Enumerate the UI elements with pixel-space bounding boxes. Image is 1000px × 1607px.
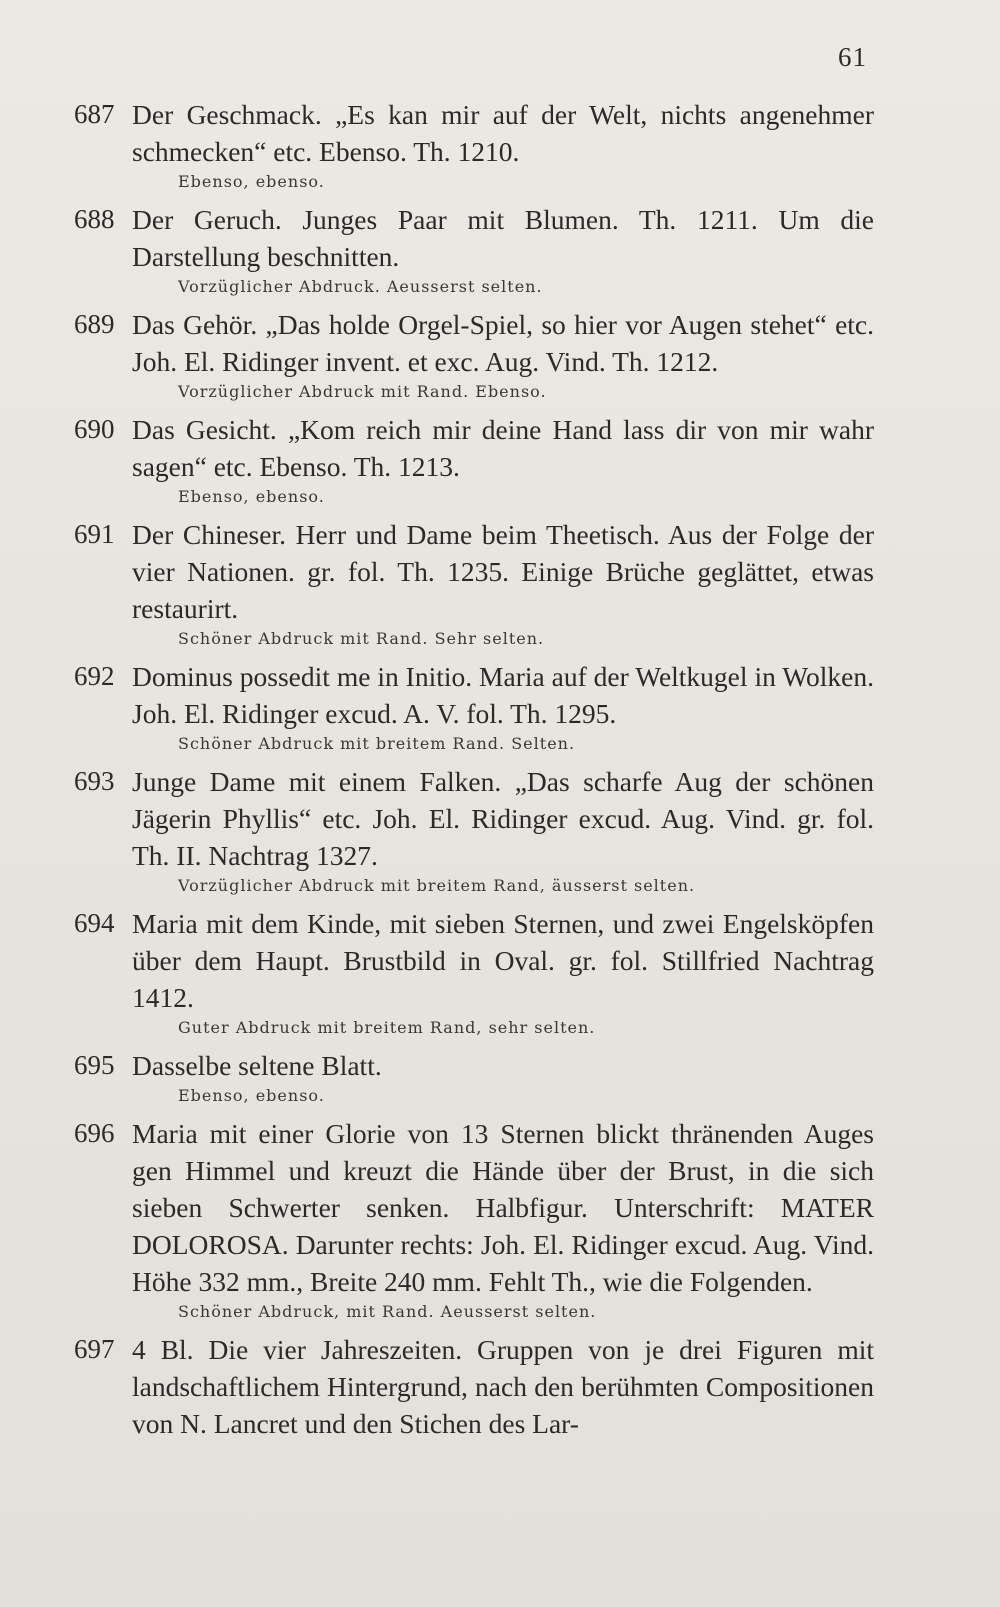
catalog-entry: [74, 1331, 874, 1442]
entry-number: 687: [74, 99, 115, 129]
entry-condition-note: Schöner Abdruck mit Rand. Sehr selten.: [178, 629, 545, 648]
entry-description: Das Gesicht. „Kom reich mir deine Hand lass dir von mir wahr sagen“ etc. Ebenso. Th. 1213.: [132, 414, 874, 482]
catalog-entry: [74, 658, 874, 756]
entry-description: Dasselbe seltene Blatt.: [132, 1050, 382, 1081]
entry-number: 688: [74, 204, 115, 234]
page-number: 61: [838, 42, 867, 72]
catalog-entry: [74, 905, 874, 1040]
catalog-entries: [74, 96, 874, 1449]
catalog-entry: [74, 306, 874, 404]
entry-number: 689: [74, 309, 115, 339]
entry-condition-note: Ebenso, ebenso.: [178, 1086, 325, 1105]
catalog-entry: [74, 1115, 874, 1324]
entry-condition-note: Schöner Abdruck, mit Rand. Aeusserst selten.: [178, 1302, 597, 1321]
entry-number: 696: [74, 1118, 115, 1148]
entry-number: 697: [74, 1334, 115, 1364]
entry-description: Junge Dame mit einem Falken. „Das scharfe Aug der schönen Jägerin Phyllis“ etc. Joh. El. Ridinger excud. Aug. Vind. gr. fol. Th. II. Nachtrag 1327.: [132, 766, 874, 871]
entry-number: 692: [74, 661, 115, 691]
entry-number: 691: [74, 519, 115, 549]
entry-condition-note: Vorzüglicher Abdruck mit Rand. Ebenso.: [178, 382, 547, 401]
catalog-entry: [74, 96, 874, 194]
entry-number: 693: [74, 766, 115, 796]
entry-description: Der Geruch. Junges Paar mit Blumen. Th. 1211. Um die Darstellung beschnitten.: [132, 204, 874, 272]
entry-number: 694: [74, 908, 115, 938]
entry-condition-note: Guter Abdruck mit breitem Rand, sehr selten.: [178, 1018, 596, 1037]
entry-description: Der Geschmack. „Es kan mir auf der Welt, nichts angenehmer schmecken“ etc. Ebenso. Th. 1210.: [132, 99, 874, 167]
entry-description: Maria mit dem Kinde, mit sieben Sternen, und zwei Engelsköpfen über dem Haupt. Brustbild in Oval. gr. fol. Stillfried Nachtrag 1412.: [132, 908, 874, 1013]
entry-description: Maria mit einer Glorie von 13 Sternen blickt thränenden Auges gen Himmel und kreuzt die Hände über der Brust, in die sich sieben Schwerter senken. Halbfigur. Unterschrift: MATER DOLOROSA. Darunter rechts: Joh. El. Ridinger excud. Aug. Vind. Höhe 332 mm., Breite 240 mm. Fehlt Th., wie die Folgenden.: [132, 1118, 874, 1297]
entry-description: Das Gehör. „Das holde Orgel-Spiel, so hier vor Augen stehet“ etc. Joh. El. Ridinger invent. et exc. Aug. Vind. Th. 1212.: [132, 309, 874, 377]
catalog-entry: [74, 516, 874, 651]
entry-condition-note: Schöner Abdruck mit breitem Rand. Selten.: [178, 734, 576, 753]
entry-number: 695: [74, 1050, 115, 1080]
catalog-entry: [74, 201, 874, 299]
entry-condition-note: Vorzüglicher Abdruck. Aeusserst selten.: [178, 277, 543, 296]
catalog-entry: [74, 1047, 874, 1108]
entry-description: Der Chineser. Herr und Dame beim Theetisch. Aus der Folge der vier Nationen. gr. fol. Th. 1235. Einige Brüche geglättet, etwas restaurirt.: [132, 519, 874, 624]
entry-condition-note: Vorzüglicher Abdruck mit breitem Rand, äusserst selten.: [178, 876, 696, 895]
entry-number: 690: [74, 414, 115, 444]
entry-condition-note: Ebenso, ebenso.: [178, 487, 325, 506]
entry-description: 4 Bl. Die vier Jahreszeiten. Gruppen von je drei Figuren mit landschaftlichem Hintergrund, nach den berühmten Compositionen von N. Lancret und den Stichen des Lar-: [132, 1334, 874, 1439]
entry-condition-note: Ebenso, ebenso.: [178, 172, 325, 191]
entry-description: Dominus possedit me in Initio. Maria auf der Weltkugel in Wolken. Joh. El. Ridinger excud. A. V. fol. Th. 1295.: [132, 661, 874, 729]
catalog-entry: [74, 763, 874, 898]
catalog-entry: [74, 411, 874, 509]
